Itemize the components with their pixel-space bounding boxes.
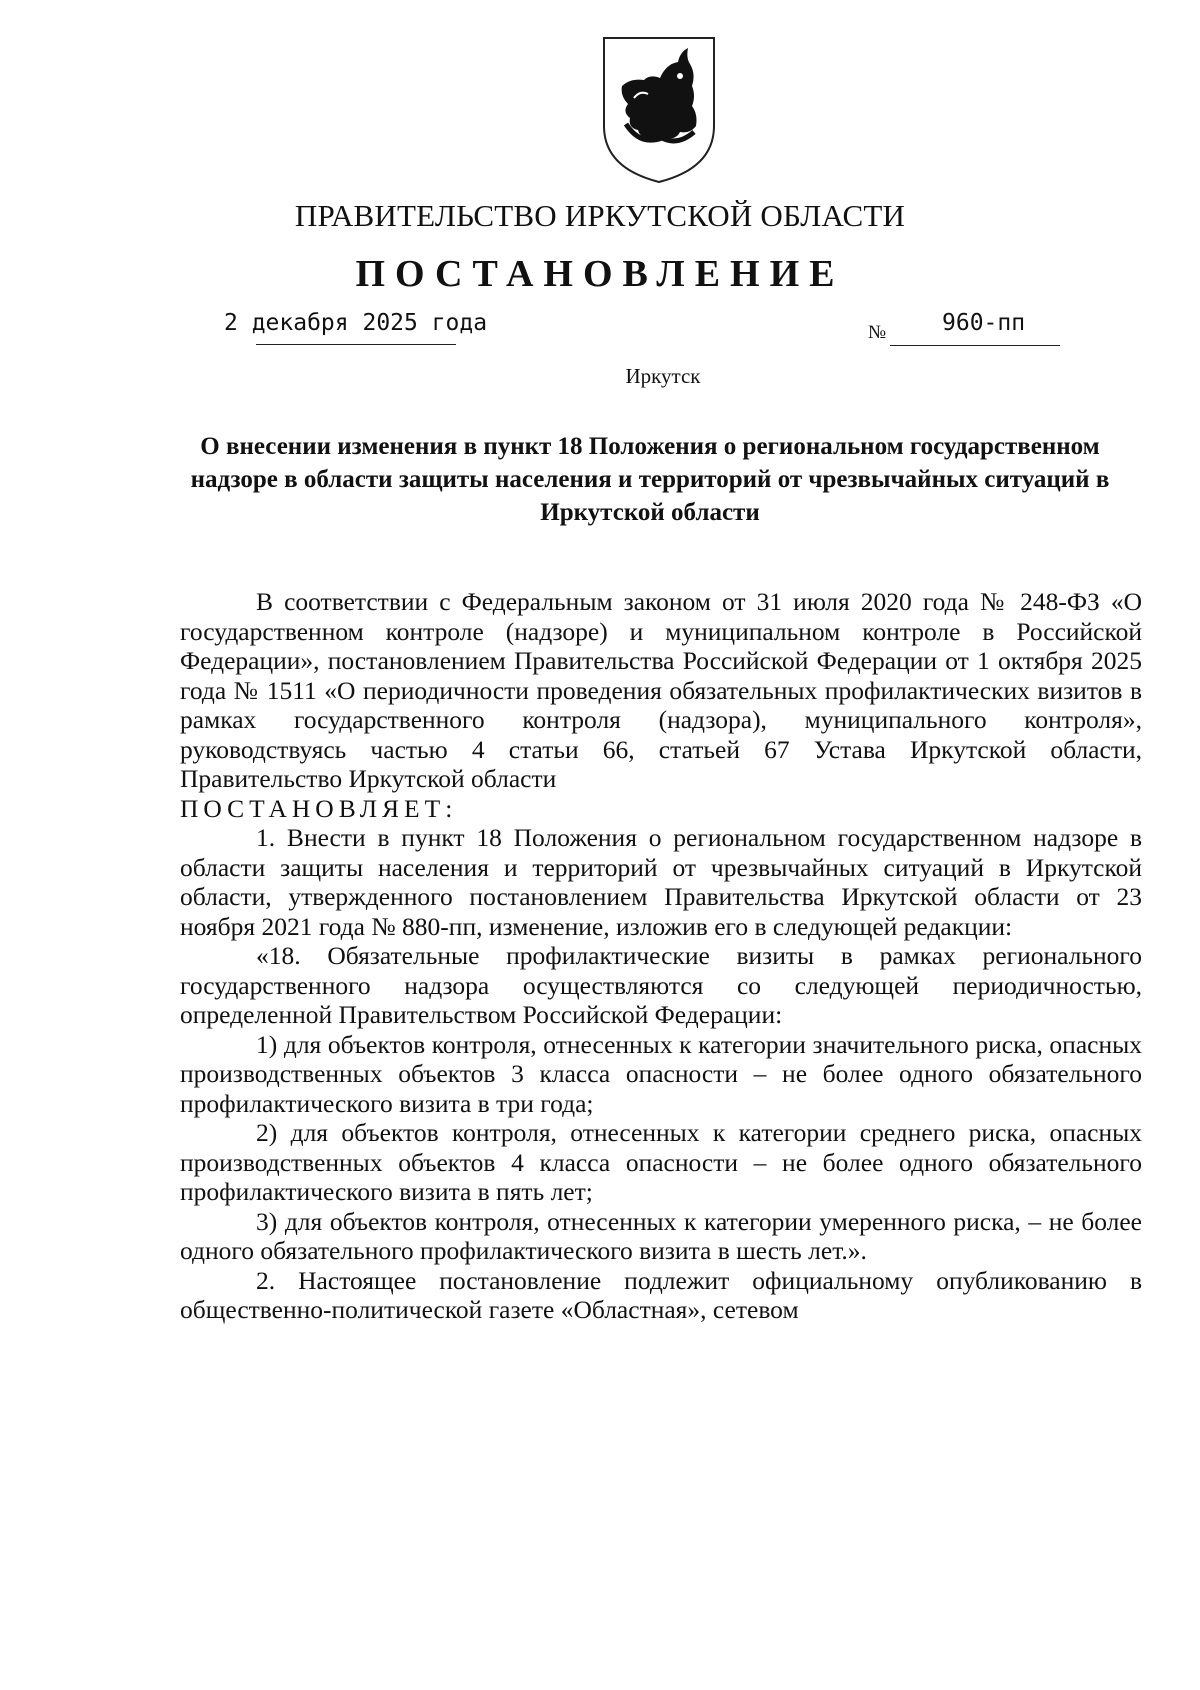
city-name: Иркутск xyxy=(625,364,701,388)
item-2-paragraph: 2. Настоящее постановление подлежит официальному опубликованию в общественно-политической газете «Областная», сетевом xyxy=(180,1265,1142,1324)
coat-of-arms-emblem xyxy=(600,34,718,184)
preamble-paragraph: В соответствии с Федеральным законом от 31 июля 2020 года № 248-ФЗ «О государственном контроле (надзоре) и муниципальном контроле в Российской Федерации», постановлением Правительства Российской Федерации от 1 октября 2025 года № 1511 «О периодичности проведения обязательных профилактических визитов в рамках государственного контроля (надзора), муниципального контроля», руководствуясь частью 4 статьи 66, статьей 67 Устава Иркутской области, Правительство Иркутской области xyxy=(180,587,1142,793)
subitem-2: 2) для объектов контроля, отнесенных к категории среднего риска, опасных производственных объектов 4 класса опасности – не более одного обязательного профилактического визита в пять лет; xyxy=(180,1118,1142,1206)
subitem-3: 3) для объектов контроля, отнесенных к категории умеренного риска, – не более одного обязательного профилактического визита в шесть лет.». xyxy=(180,1206,1142,1265)
subitem-1: 1) для объектов контроля, отнесенных к категории значительного риска, опасных производственных объектов 3 класса опасности – не более одного обязательного профилактического визита в три года; xyxy=(180,1029,1142,1118)
document-date: 2 декабря 2025 года xyxy=(224,310,488,336)
document-number: 960-пп xyxy=(942,310,1026,336)
resolves-word: ПОСТАНОВЛЯЕТ: xyxy=(180,793,458,823)
quoted-point-18: «18. Обязательные профилактические визиты в рамках регионального государственного надзора осуществляются со следующей периодичностью, определенной Правительством Российской Федерации: xyxy=(180,941,1142,1029)
document-type: ПОСТАНОВЛЕНИЕ xyxy=(355,253,845,295)
date-underline xyxy=(256,344,456,345)
number-sign: № xyxy=(868,322,887,343)
document-body xyxy=(180,587,1142,1325)
government-name: ПРАВИТЕЛЬСТВО ИРКУТСКОЙ ОБЛАСТИ xyxy=(294,198,906,233)
number-underline xyxy=(890,345,1060,346)
document-title: О внесении изменения в пункт 18 Положения о региональном государственном надзоре в области защиты населения и территорий от чрезвычайных ситуаций в Иркутской области xyxy=(190,433,1110,526)
item-1-paragraph: 1. Внести в пункт 18 Положения о региональном государственном надзоре в области защиты населения и территорий от чрезвычайных ситуаций в Иркутской области, утвержденного постановлением Правительства Иркутской области от 23 ноября 2021 года № 880-пп, изменение, изложив его в следующей редакции: xyxy=(180,823,1142,941)
